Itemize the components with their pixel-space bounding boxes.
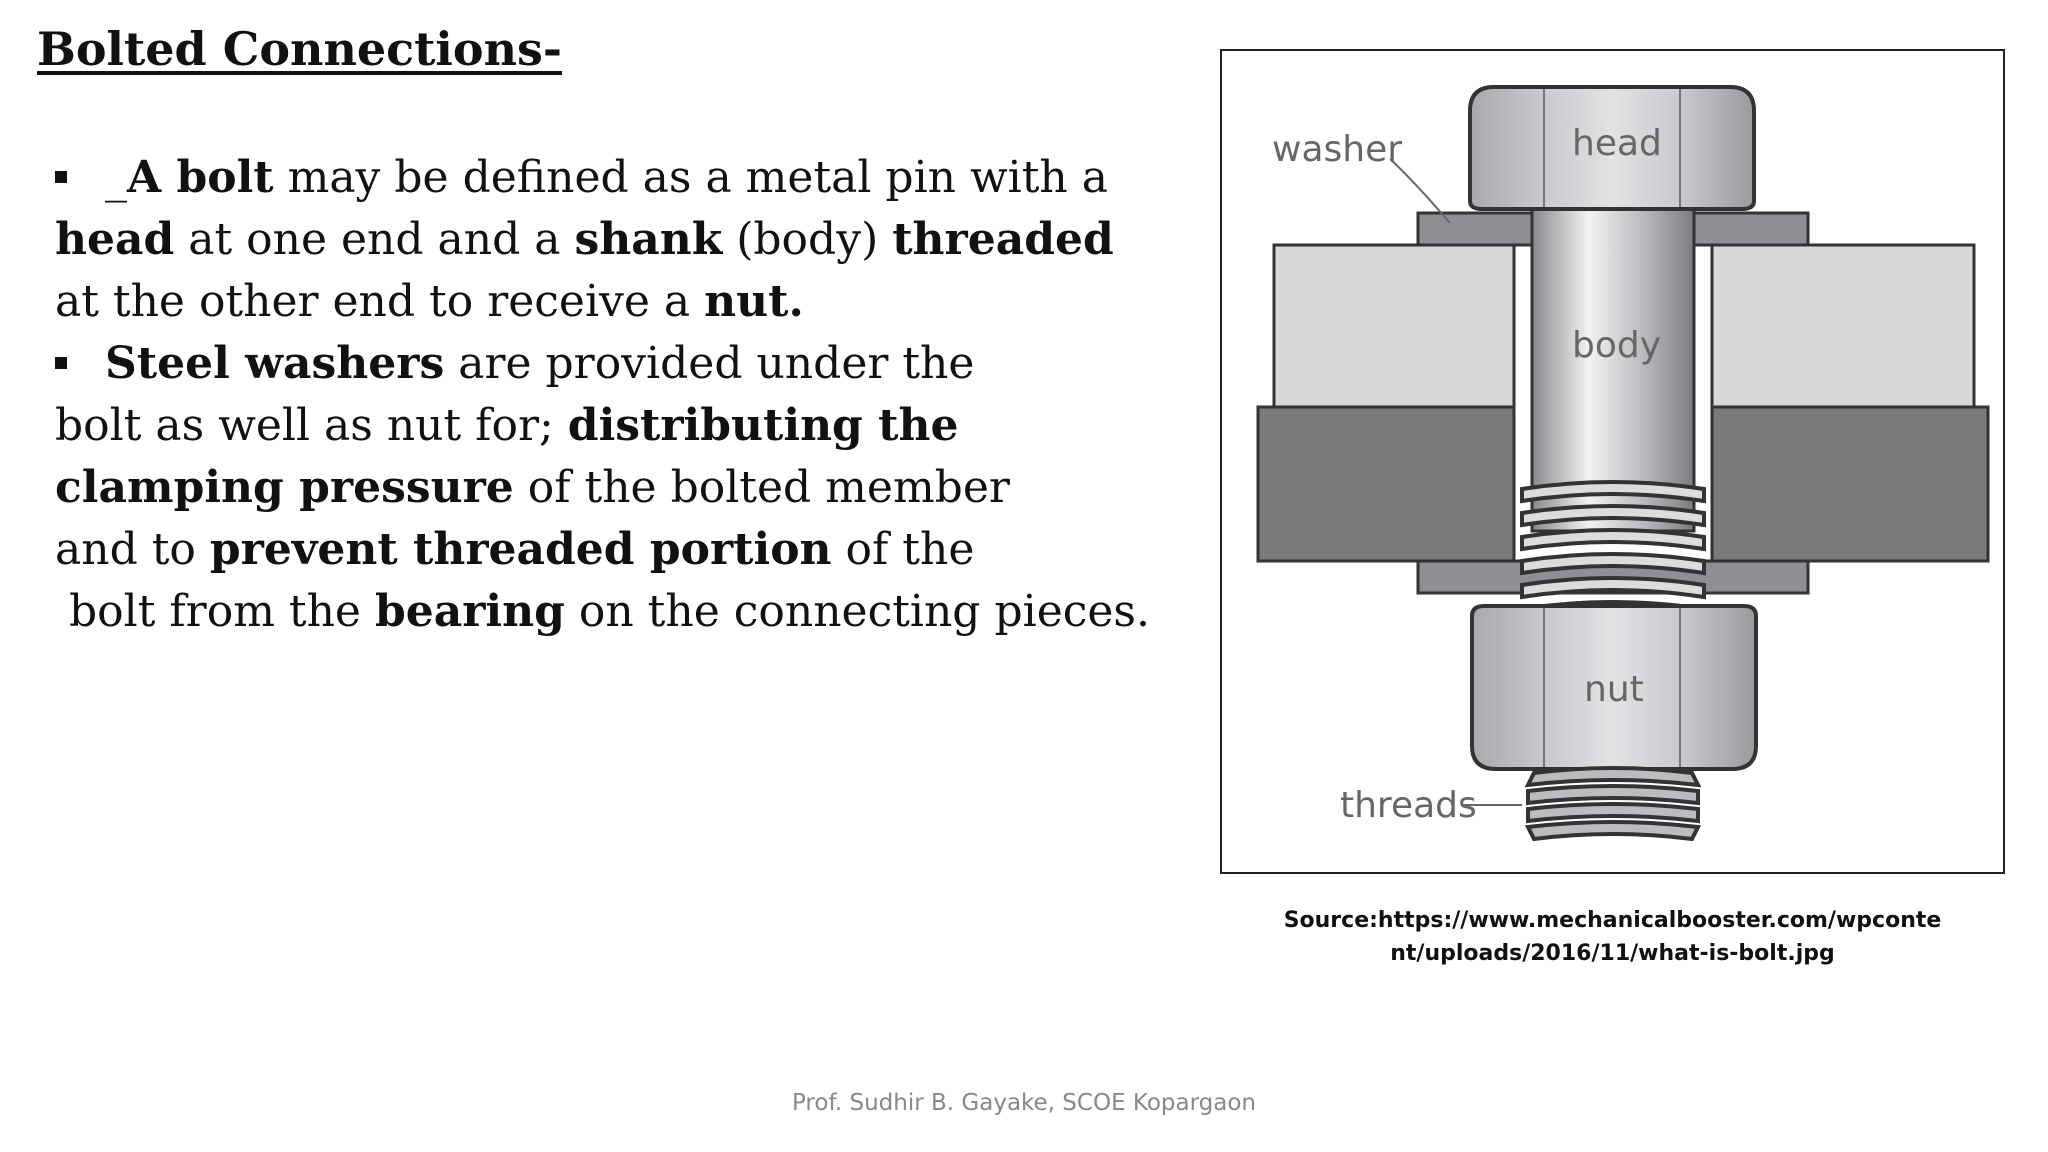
text-run-bold: prevent threaded portion bbox=[209, 524, 832, 575]
image-source-caption bbox=[1220, 904, 2005, 970]
text-run: at the other end to receive a bbox=[55, 276, 705, 327]
text-line-5 bbox=[55, 395, 1155, 457]
text-run: bolt as well as nut for; bbox=[55, 400, 568, 451]
label-nut: nut bbox=[1584, 669, 1644, 710]
body-text bbox=[55, 147, 1155, 643]
text-run: may be defined as a metal pin with a bbox=[273, 152, 1108, 203]
label-threads: threads bbox=[1340, 785, 1477, 826]
text-run: at one end and a bbox=[174, 214, 575, 265]
text-run: and to bbox=[55, 524, 210, 575]
text-line-4 bbox=[55, 333, 1155, 395]
slide-footer: Prof. Sudhir B. Gayake, SCOE Kopargaon bbox=[791, 1090, 1257, 1116]
text-run: bolt from the bbox=[55, 586, 375, 637]
text-run-bold: head bbox=[55, 214, 175, 265]
text-run-bold: A bolt bbox=[127, 152, 274, 203]
text-run: of the bolted member bbox=[513, 462, 1010, 513]
text-line-3 bbox=[55, 271, 1155, 333]
text-run: _ bbox=[105, 152, 127, 203]
text-line-6 bbox=[55, 457, 1155, 519]
source-line-2: nt/uploads/2016/11/what-is-bolt.jpg bbox=[1390, 941, 1835, 966]
text-run-bold: distributing the bbox=[567, 400, 959, 451]
text-run-bold: bearing bbox=[374, 586, 565, 637]
text-line-1 bbox=[55, 147, 1155, 209]
text-run: of the bbox=[831, 524, 975, 575]
text-run: on the connecting pieces. bbox=[564, 586, 1150, 637]
bolt-diagram-svg bbox=[1222, 51, 2003, 872]
text-run-bold: Steel washers bbox=[105, 338, 445, 389]
text-run-bold: nut. bbox=[704, 276, 804, 327]
bullet-icon bbox=[55, 357, 67, 369]
text-run-bold: shank bbox=[574, 214, 723, 265]
bottom-threads bbox=[1528, 768, 1698, 839]
label-head: head bbox=[1572, 123, 1662, 164]
text-run: are provided under the bbox=[444, 338, 975, 389]
source-line-1: Source:https://www.mechanicalbooster.com/wpconte bbox=[1283, 908, 1942, 933]
text-run: (body) bbox=[722, 214, 893, 265]
bullet-icon bbox=[55, 171, 67, 183]
text-run-bold: threaded bbox=[892, 214, 1114, 265]
text-line-7 bbox=[55, 519, 1155, 581]
slide-title: Bolted Connections- bbox=[37, 22, 563, 76]
label-washer: washer bbox=[1272, 129, 1403, 170]
text-line-8 bbox=[55, 581, 1155, 643]
bolt-diagram bbox=[1220, 49, 2005, 874]
text-line-2 bbox=[55, 209, 1155, 271]
text-run-bold: clamping pressure bbox=[55, 462, 514, 513]
label-body: body bbox=[1572, 325, 1662, 366]
